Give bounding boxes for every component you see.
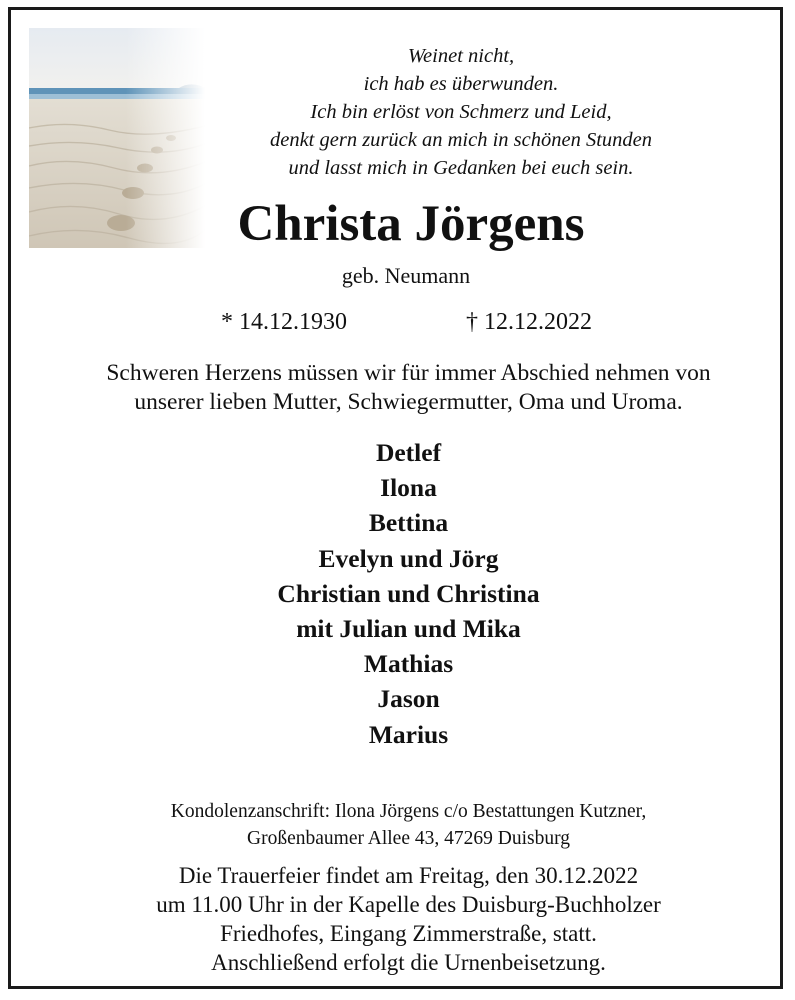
- mourner: Jason: [377, 684, 440, 714]
- service-line: Die Trauerfeier findet am Freitag, den 30.12.2022: [178, 863, 639, 888]
- funeral-service-info: [51, 861, 766, 977]
- mourner: mit Julian und Mika: [296, 614, 521, 644]
- farewell-message: [31, 359, 786, 417]
- poem-line: und lasst mich in Gedanken bei euch sein.: [288, 157, 634, 179]
- poem: [211, 42, 711, 182]
- obituary-frame: [8, 7, 783, 989]
- condolence-address: [51, 798, 766, 852]
- death-date: † 12.12.2022: [466, 309, 592, 335]
- poem-line: denkt gern zurück an mich in schönen Stunden: [269, 129, 652, 151]
- poem-line: Ich bin erlöst von Schmerz und Leid,: [310, 101, 612, 123]
- maiden-name: geb. Neumann: [341, 263, 471, 288]
- deceased-name: Christa Jörgens: [237, 196, 585, 252]
- condolence-line: Kondolenzanschrift: Ilona Jörgens c/o Bestattungen Kutzner,: [170, 801, 647, 822]
- condolence-line: Großenbaumer Allee 43, 47269 Duisburg: [247, 828, 570, 849]
- mourner: Ilona: [380, 473, 437, 503]
- mourner: Bettina: [368, 508, 449, 538]
- poem-line: ich hab es überwunden.: [363, 73, 559, 95]
- mourner: Evelyn und Jörg: [318, 543, 499, 573]
- poem-line: Weinet nicht,: [407, 45, 515, 67]
- service-line: um 11.00 Uhr in der Kapelle des Duisburg-Buchholzer: [156, 892, 661, 917]
- message-line: unserer lieben Mutter, Schwiegermutter, Oma und Uroma.: [134, 389, 683, 415]
- service-line: Anschließend erfolgt die Urnenbeisetzung.: [211, 950, 606, 975]
- message-line: Schweren Herzens müssen wir für immer Abschied nehmen von: [106, 360, 711, 386]
- mourner: Marius: [368, 719, 449, 749]
- mourner: Christian und Christina: [277, 578, 540, 608]
- mourner: Detlef: [375, 438, 442, 467]
- service-line: Friedhofes, Eingang Zimmerstraße, statt.: [220, 921, 597, 946]
- mourner: Mathias: [363, 649, 454, 679]
- birth-date: * 14.12.1930: [221, 309, 347, 335]
- mourners-list: [161, 435, 656, 752]
- beach-footprints-image: [29, 28, 205, 248]
